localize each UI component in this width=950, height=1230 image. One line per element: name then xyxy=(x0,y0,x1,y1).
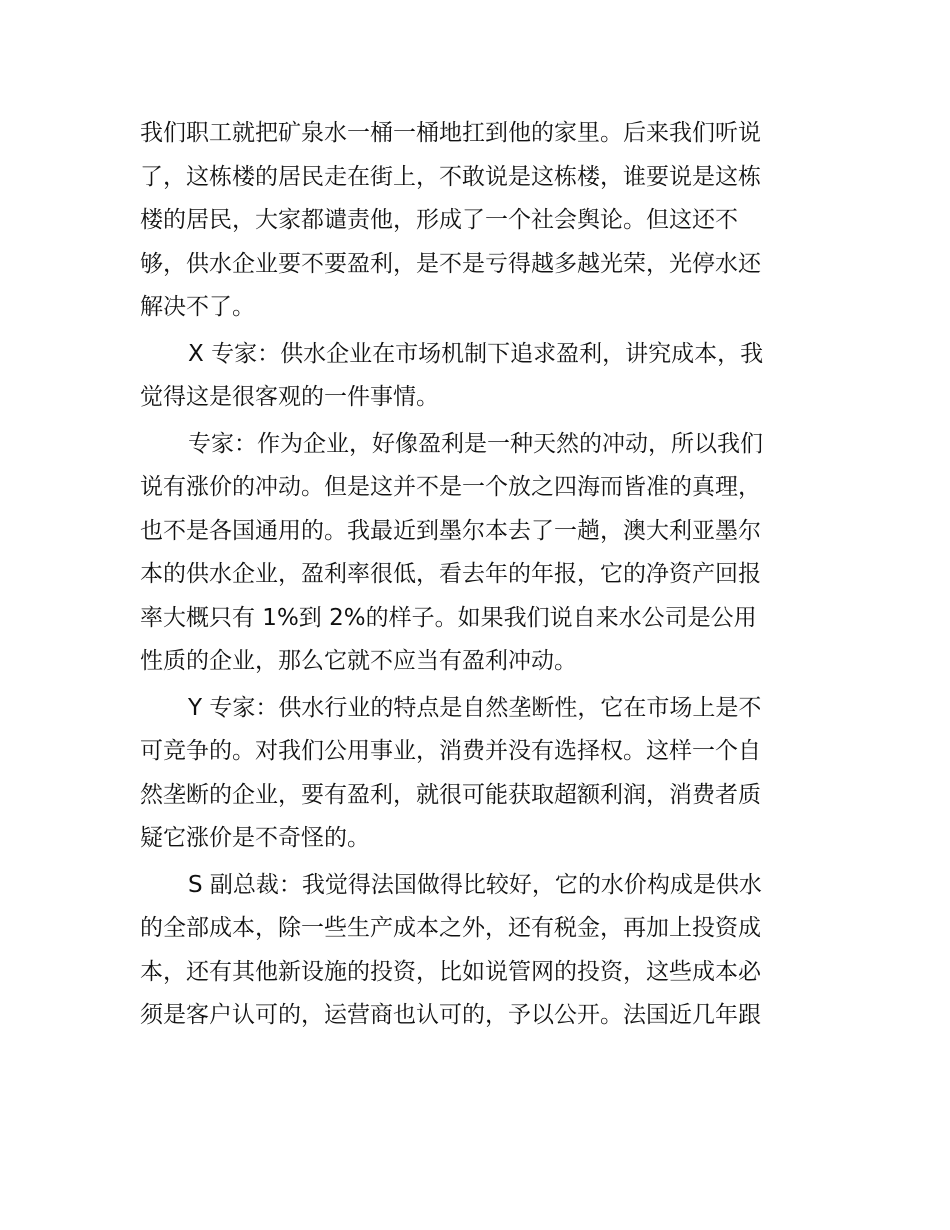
text-line: 说有涨价的冲动。但是这并不是一个放之四海而皆准的真理， xyxy=(140,474,761,500)
text-line: 须是客户认可的，运营商也认可的，予以公开。法国近几年跟 xyxy=(140,1002,761,1028)
text-line: 疑它涨价是不奇怪的。 xyxy=(140,825,370,851)
paragraph-4 xyxy=(140,687,812,861)
text-line: X 专家：供水企业在市场机制下追求盈利，讲究成本，我 xyxy=(188,340,764,367)
text-line: 本的供水企业，盈利率很低，看去年的年报，它的净资产回报 xyxy=(140,561,761,587)
text-line: 解决不了。 xyxy=(140,294,255,320)
text-line: 觉得这是很客观的一件事情。 xyxy=(140,384,439,410)
text-line: 够，供水企业要不要盈利，是不是亏得越多越光荣，光停水还 xyxy=(140,250,761,277)
paragraph-1 xyxy=(140,112,812,330)
text-line: 然垄断的企业，要有盈利，就很可能获取超额利润，消费者质 xyxy=(140,781,761,808)
text-line: 也不是各国通用的。我最近到墨尔本去了一趟，澳大利亚墨尔 xyxy=(140,517,761,544)
text-line: 专家：作为企业，好像盈利是一种天然的冲动，所以我们 xyxy=(188,430,763,457)
text-line: 可竞争的。对我们公用事业，消费并没有选择权。这样一个自 xyxy=(140,738,761,764)
paragraph-3 xyxy=(140,423,812,684)
text-line: 本，还有其他新设施的投资，比如说管网的投资，这些成本必 xyxy=(140,958,761,985)
text-line: 了，这栋楼的居民走在街上，不敢说是这栋楼，谁要说是这栋 xyxy=(140,163,761,190)
paragraph-5 xyxy=(140,864,812,1038)
paragraph-2 xyxy=(140,333,812,420)
document-body xyxy=(140,112,812,1041)
text-line: Y 专家：供水行业的特点是自然垄断性，它在市场上是不 xyxy=(188,694,762,721)
text-line: S 副总裁：我觉得法国做得比较好，它的水价构成是供水 xyxy=(188,871,762,898)
text-line: 楼的居民，大家都谴责他，形成了一个社会舆论。但这还不 xyxy=(140,207,738,233)
text-line: 性质的企业，那么它就不应当有盈利冲动。 xyxy=(140,648,577,674)
text-line: 率大概只有 1%到 2%的样子。如果我们说自来水公司是公用 xyxy=(140,604,757,631)
text-line: 我们职工就把矿泉水一桶一桶地扛到他的家里。后来我们听说 xyxy=(140,120,761,146)
text-line: 的全部成本，除一些生产成本之外，还有税金，再加上投资成 xyxy=(140,915,761,941)
